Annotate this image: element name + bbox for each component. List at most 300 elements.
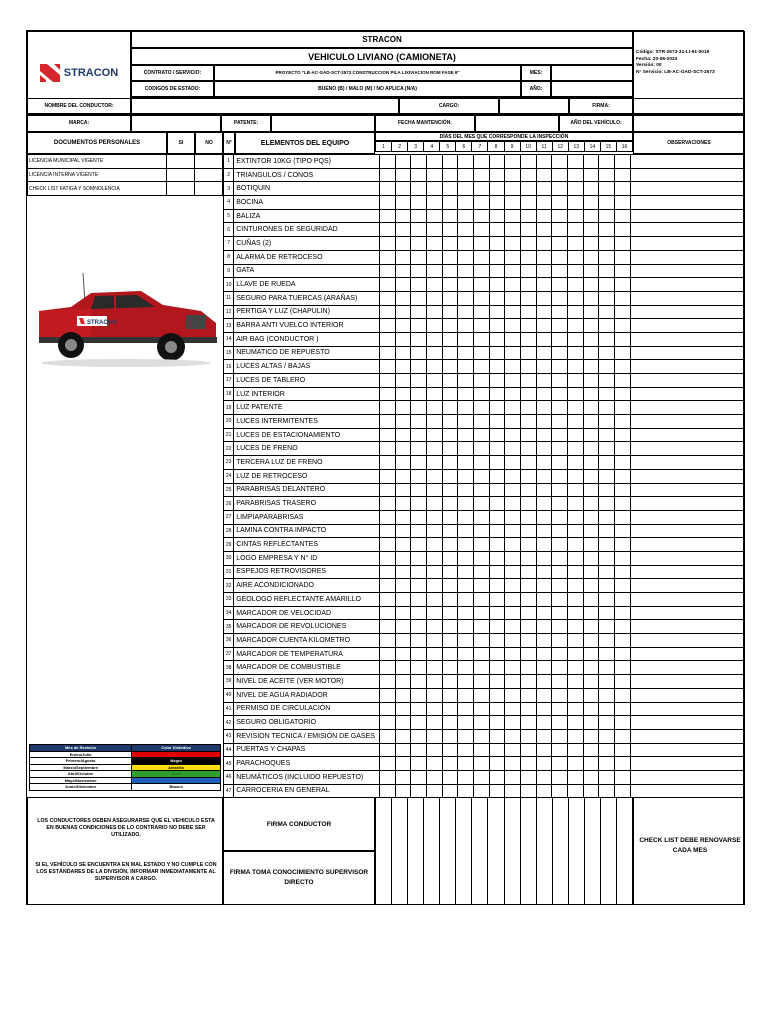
day-check-cell[interactable] bbox=[458, 784, 474, 798]
day-check-cell[interactable] bbox=[567, 784, 583, 798]
day-check-cell[interactable] bbox=[614, 469, 630, 483]
day-check-cell[interactable] bbox=[458, 606, 474, 620]
day-check-cell[interactable] bbox=[505, 428, 521, 442]
day-check-cell[interactable] bbox=[583, 305, 599, 319]
day-check-cell[interactable] bbox=[614, 209, 630, 223]
day-check-cell[interactable] bbox=[536, 634, 552, 648]
day-check-cell[interactable] bbox=[505, 510, 521, 524]
day-check-cell[interactable] bbox=[583, 716, 599, 730]
day-check-cell[interactable] bbox=[599, 606, 615, 620]
day-check-cell[interactable] bbox=[520, 291, 536, 305]
day-check-cell[interactable] bbox=[614, 319, 630, 333]
day-check-cell[interactable] bbox=[489, 456, 505, 470]
day-check-cell[interactable] bbox=[458, 415, 474, 429]
day-check-cell[interactable] bbox=[458, 155, 474, 169]
day-check-cell[interactable] bbox=[442, 442, 458, 456]
day-check-cell[interactable] bbox=[411, 647, 427, 661]
day-check-cell[interactable] bbox=[395, 168, 411, 182]
mantencion-field[interactable] bbox=[475, 115, 559, 132]
observation-cell[interactable] bbox=[630, 675, 744, 689]
day-check-cell[interactable] bbox=[567, 168, 583, 182]
day-check-cell[interactable] bbox=[583, 182, 599, 196]
observation-cell[interactable] bbox=[630, 237, 744, 251]
day-check-cell[interactable] bbox=[567, 442, 583, 456]
day-check-cell[interactable] bbox=[599, 209, 615, 223]
day-check-cell[interactable] bbox=[552, 196, 568, 210]
day-check-cell[interactable] bbox=[379, 196, 395, 210]
observation-cell[interactable] bbox=[630, 360, 744, 374]
day-check-cell[interactable] bbox=[426, 716, 442, 730]
day-check-cell[interactable] bbox=[552, 428, 568, 442]
day-check-cell[interactable] bbox=[536, 442, 552, 456]
day-check-cell[interactable] bbox=[599, 415, 615, 429]
day-check-cell[interactable] bbox=[379, 360, 395, 374]
day-check-cell[interactable] bbox=[599, 757, 615, 771]
day-check-cell[interactable] bbox=[411, 784, 427, 798]
day-check-cell[interactable] bbox=[567, 579, 583, 593]
day-check-cell[interactable] bbox=[411, 702, 427, 716]
day-check-cell[interactable] bbox=[395, 688, 411, 702]
day-check-cell[interactable] bbox=[552, 497, 568, 511]
day-check-cell[interactable] bbox=[489, 483, 505, 497]
day-check-cell[interactable] bbox=[614, 401, 630, 415]
day-check-cell[interactable] bbox=[520, 278, 536, 292]
day-check-cell[interactable] bbox=[426, 593, 442, 607]
day-check-cell[interactable] bbox=[395, 634, 411, 648]
day-check-cell[interactable] bbox=[536, 415, 552, 429]
day-check-cell[interactable] bbox=[520, 593, 536, 607]
day-check-cell[interactable] bbox=[489, 346, 505, 360]
day-check-cell[interactable] bbox=[505, 729, 521, 743]
day-check-cell[interactable] bbox=[552, 387, 568, 401]
day-check-cell[interactable] bbox=[411, 209, 427, 223]
day-check-cell[interactable] bbox=[583, 223, 599, 237]
day-check-cell[interactable] bbox=[520, 346, 536, 360]
day-check-cell[interactable] bbox=[379, 675, 395, 689]
day-check-cell[interactable] bbox=[599, 196, 615, 210]
day-check-cell[interactable] bbox=[552, 346, 568, 360]
observation-cell[interactable] bbox=[630, 250, 744, 264]
day-check-cell[interactable] bbox=[379, 647, 395, 661]
day-check-cell[interactable] bbox=[567, 634, 583, 648]
day-check-cell[interactable] bbox=[489, 757, 505, 771]
day-check-cell[interactable] bbox=[567, 675, 583, 689]
day-check-cell[interactable] bbox=[614, 593, 630, 607]
day-check-cell[interactable] bbox=[599, 483, 615, 497]
day-check-cell[interactable] bbox=[536, 661, 552, 675]
day-check-cell[interactable] bbox=[489, 661, 505, 675]
day-check-cell[interactable] bbox=[489, 524, 505, 538]
day-check-cell[interactable] bbox=[379, 291, 395, 305]
day-check-cell[interactable] bbox=[552, 155, 568, 169]
day-check-cell[interactable] bbox=[614, 291, 630, 305]
day-check-cell[interactable] bbox=[552, 716, 568, 730]
day-check-cell[interactable] bbox=[411, 538, 427, 552]
day-check-cell[interactable] bbox=[426, 483, 442, 497]
day-check-cell[interactable] bbox=[552, 223, 568, 237]
day-check-cell[interactable] bbox=[395, 332, 411, 346]
day-check-cell[interactable] bbox=[473, 688, 489, 702]
day-check-cell[interactable] bbox=[614, 250, 630, 264]
day-check-cell[interactable] bbox=[599, 579, 615, 593]
observation-cell[interactable] bbox=[630, 770, 744, 784]
day-check-cell[interactable] bbox=[458, 278, 474, 292]
day-check-cell[interactable] bbox=[411, 196, 427, 210]
day-check-cell[interactable] bbox=[614, 551, 630, 565]
day-check-cell[interactable] bbox=[583, 784, 599, 798]
day-check-cell[interactable] bbox=[567, 729, 583, 743]
day-check-cell[interactable] bbox=[395, 716, 411, 730]
day-check-cell[interactable] bbox=[426, 510, 442, 524]
day-check-cell[interactable] bbox=[552, 442, 568, 456]
anio-vehiculo-field[interactable] bbox=[633, 115, 745, 132]
day-check-cell[interactable] bbox=[552, 729, 568, 743]
day-check-cell[interactable] bbox=[379, 442, 395, 456]
day-check-cell[interactable] bbox=[583, 620, 599, 634]
day-check-cell[interactable] bbox=[520, 743, 536, 757]
day-check-cell[interactable] bbox=[505, 606, 521, 620]
day-check-cell[interactable] bbox=[411, 510, 427, 524]
mes-field[interactable] bbox=[551, 65, 633, 81]
conductor-field[interactable] bbox=[131, 98, 399, 115]
day-check-cell[interactable] bbox=[520, 469, 536, 483]
day-check-cell[interactable] bbox=[473, 346, 489, 360]
day-check-cell[interactable] bbox=[379, 593, 395, 607]
day-check-cell[interactable] bbox=[411, 497, 427, 511]
day-check-cell[interactable] bbox=[489, 237, 505, 251]
day-check-cell[interactable] bbox=[505, 291, 521, 305]
observation-cell[interactable] bbox=[630, 182, 744, 196]
day-check-cell[interactable] bbox=[426, 620, 442, 634]
day-check-cell[interactable] bbox=[411, 442, 427, 456]
day-check-cell[interactable] bbox=[458, 319, 474, 333]
firma-supervisor-box[interactable] bbox=[223, 851, 375, 905]
day-check-cell[interactable] bbox=[536, 729, 552, 743]
observation-cell[interactable] bbox=[630, 538, 744, 552]
day-check-cell[interactable] bbox=[536, 319, 552, 333]
day-check-cell[interactable] bbox=[426, 497, 442, 511]
day-check-cell[interactable] bbox=[536, 565, 552, 579]
day-check-cell[interactable] bbox=[379, 168, 395, 182]
day-check-cell[interactable] bbox=[395, 702, 411, 716]
day-check-cell[interactable] bbox=[599, 250, 615, 264]
observation-cell[interactable] bbox=[630, 716, 744, 730]
day-check-cell[interactable] bbox=[395, 209, 411, 223]
day-check-cell[interactable] bbox=[426, 155, 442, 169]
day-check-cell[interactable] bbox=[379, 278, 395, 292]
day-check-cell[interactable] bbox=[411, 469, 427, 483]
day-check-cell[interactable] bbox=[395, 305, 411, 319]
day-check-cell[interactable] bbox=[583, 442, 599, 456]
day-check-cell[interactable] bbox=[426, 332, 442, 346]
day-check-cell[interactable] bbox=[583, 360, 599, 374]
day-check-cell[interactable] bbox=[473, 716, 489, 730]
day-check-cell[interactable] bbox=[458, 524, 474, 538]
day-check-cell[interactable] bbox=[583, 551, 599, 565]
day-check-cell[interactable] bbox=[379, 620, 395, 634]
day-check-cell[interactable] bbox=[411, 675, 427, 689]
footer-day-cell[interactable] bbox=[600, 798, 616, 905]
day-check-cell[interactable] bbox=[395, 620, 411, 634]
document-si-cell[interactable] bbox=[166, 182, 194, 196]
day-check-cell[interactable] bbox=[489, 634, 505, 648]
day-check-cell[interactable] bbox=[614, 634, 630, 648]
day-check-cell[interactable] bbox=[614, 483, 630, 497]
day-check-cell[interactable] bbox=[426, 237, 442, 251]
day-check-cell[interactable] bbox=[379, 250, 395, 264]
day-check-cell[interactable] bbox=[473, 483, 489, 497]
day-check-cell[interactable] bbox=[567, 702, 583, 716]
observation-cell[interactable] bbox=[630, 510, 744, 524]
day-check-cell[interactable] bbox=[552, 401, 568, 415]
day-check-cell[interactable] bbox=[599, 784, 615, 798]
day-check-cell[interactable] bbox=[599, 510, 615, 524]
day-check-cell[interactable] bbox=[536, 196, 552, 210]
day-check-cell[interactable] bbox=[583, 209, 599, 223]
footer-day-cell[interactable] bbox=[392, 798, 408, 905]
day-check-cell[interactable] bbox=[426, 428, 442, 442]
day-check-cell[interactable] bbox=[411, 716, 427, 730]
day-check-cell[interactable] bbox=[426, 729, 442, 743]
day-check-cell[interactable] bbox=[395, 237, 411, 251]
day-check-cell[interactable] bbox=[395, 784, 411, 798]
day-check-cell[interactable] bbox=[599, 278, 615, 292]
day-check-cell[interactable] bbox=[411, 415, 427, 429]
day-check-cell[interactable] bbox=[426, 661, 442, 675]
day-check-cell[interactable] bbox=[583, 606, 599, 620]
day-check-cell[interactable] bbox=[395, 387, 411, 401]
day-check-cell[interactable] bbox=[583, 168, 599, 182]
day-check-cell[interactable] bbox=[489, 743, 505, 757]
day-check-cell[interactable] bbox=[489, 579, 505, 593]
day-check-cell[interactable] bbox=[583, 332, 599, 346]
day-check-cell[interactable] bbox=[536, 360, 552, 374]
day-check-cell[interactable] bbox=[567, 743, 583, 757]
observation-cell[interactable] bbox=[630, 565, 744, 579]
day-check-cell[interactable] bbox=[567, 319, 583, 333]
observation-cell[interactable] bbox=[630, 784, 744, 798]
day-check-cell[interactable] bbox=[458, 223, 474, 237]
day-check-cell[interactable] bbox=[536, 702, 552, 716]
day-check-cell[interactable] bbox=[473, 729, 489, 743]
day-check-cell[interactable] bbox=[395, 442, 411, 456]
day-check-cell[interactable] bbox=[473, 620, 489, 634]
day-check-cell[interactable] bbox=[583, 278, 599, 292]
day-check-cell[interactable] bbox=[567, 360, 583, 374]
day-check-cell[interactable] bbox=[505, 332, 521, 346]
day-check-cell[interactable] bbox=[426, 675, 442, 689]
day-check-cell[interactable] bbox=[552, 360, 568, 374]
day-check-cell[interactable] bbox=[583, 237, 599, 251]
day-check-cell[interactable] bbox=[473, 784, 489, 798]
day-check-cell[interactable] bbox=[567, 305, 583, 319]
day-check-cell[interactable] bbox=[473, 305, 489, 319]
cargo-field[interactable] bbox=[499, 98, 569, 115]
day-check-cell[interactable] bbox=[458, 497, 474, 511]
day-check-cell[interactable] bbox=[599, 223, 615, 237]
day-check-cell[interactable] bbox=[599, 264, 615, 278]
day-check-cell[interactable] bbox=[395, 497, 411, 511]
day-check-cell[interactable] bbox=[552, 209, 568, 223]
day-check-cell[interactable] bbox=[411, 168, 427, 182]
day-check-cell[interactable] bbox=[552, 757, 568, 771]
day-check-cell[interactable] bbox=[442, 510, 458, 524]
day-check-cell[interactable] bbox=[473, 675, 489, 689]
day-check-cell[interactable] bbox=[536, 647, 552, 661]
day-check-cell[interactable] bbox=[489, 168, 505, 182]
day-check-cell[interactable] bbox=[442, 360, 458, 374]
footer-day-cell[interactable] bbox=[440, 798, 456, 905]
day-check-cell[interactable] bbox=[489, 551, 505, 565]
day-check-cell[interactable] bbox=[473, 524, 489, 538]
day-check-cell[interactable] bbox=[583, 264, 599, 278]
observation-cell[interactable] bbox=[630, 374, 744, 388]
day-check-cell[interactable] bbox=[505, 401, 521, 415]
day-check-cell[interactable] bbox=[473, 319, 489, 333]
day-check-cell[interactable] bbox=[395, 469, 411, 483]
day-check-cell[interactable] bbox=[614, 360, 630, 374]
day-check-cell[interactable] bbox=[536, 510, 552, 524]
day-check-cell[interactable] bbox=[411, 634, 427, 648]
day-check-cell[interactable] bbox=[583, 647, 599, 661]
observation-cell[interactable] bbox=[630, 661, 744, 675]
day-check-cell[interactable] bbox=[536, 237, 552, 251]
day-check-cell[interactable] bbox=[552, 415, 568, 429]
day-check-cell[interactable] bbox=[395, 264, 411, 278]
day-check-cell[interactable] bbox=[426, 442, 442, 456]
day-check-cell[interactable] bbox=[442, 237, 458, 251]
day-check-cell[interactable] bbox=[426, 524, 442, 538]
day-check-cell[interactable] bbox=[536, 743, 552, 757]
day-check-cell[interactable] bbox=[599, 469, 615, 483]
day-check-cell[interactable] bbox=[614, 702, 630, 716]
observation-cell[interactable] bbox=[630, 278, 744, 292]
day-check-cell[interactable] bbox=[411, 757, 427, 771]
observation-cell[interactable] bbox=[630, 688, 744, 702]
day-check-cell[interactable] bbox=[426, 196, 442, 210]
day-check-cell[interactable] bbox=[411, 223, 427, 237]
day-check-cell[interactable] bbox=[614, 757, 630, 771]
day-check-cell[interactable] bbox=[442, 716, 458, 730]
day-check-cell[interactable] bbox=[379, 264, 395, 278]
day-check-cell[interactable] bbox=[520, 209, 536, 223]
day-check-cell[interactable] bbox=[442, 688, 458, 702]
day-check-cell[interactable] bbox=[536, 374, 552, 388]
day-check-cell[interactable] bbox=[520, 196, 536, 210]
day-check-cell[interactable] bbox=[536, 770, 552, 784]
day-check-cell[interactable] bbox=[583, 675, 599, 689]
day-check-cell[interactable] bbox=[473, 442, 489, 456]
day-check-cell[interactable] bbox=[599, 524, 615, 538]
patente-field[interactable] bbox=[271, 115, 375, 132]
day-check-cell[interactable] bbox=[426, 551, 442, 565]
marca-field[interactable] bbox=[131, 115, 221, 132]
day-check-cell[interactable] bbox=[442, 743, 458, 757]
day-check-cell[interactable] bbox=[411, 332, 427, 346]
day-check-cell[interactable] bbox=[599, 716, 615, 730]
day-check-cell[interactable] bbox=[442, 579, 458, 593]
day-check-cell[interactable] bbox=[567, 182, 583, 196]
day-check-cell[interactable] bbox=[442, 551, 458, 565]
day-check-cell[interactable] bbox=[442, 770, 458, 784]
day-check-cell[interactable] bbox=[458, 483, 474, 497]
day-check-cell[interactable] bbox=[379, 743, 395, 757]
day-check-cell[interactable] bbox=[599, 346, 615, 360]
day-check-cell[interactable] bbox=[614, 510, 630, 524]
day-check-cell[interactable] bbox=[395, 593, 411, 607]
footer-day-cell[interactable] bbox=[408, 798, 424, 905]
day-check-cell[interactable] bbox=[458, 182, 474, 196]
day-check-cell[interactable] bbox=[411, 155, 427, 169]
day-check-cell[interactable] bbox=[583, 729, 599, 743]
day-check-cell[interactable] bbox=[614, 428, 630, 442]
observation-cell[interactable] bbox=[630, 634, 744, 648]
day-check-cell[interactable] bbox=[583, 387, 599, 401]
day-check-cell[interactable] bbox=[536, 346, 552, 360]
day-check-cell[interactable] bbox=[614, 729, 630, 743]
day-check-cell[interactable] bbox=[379, 415, 395, 429]
day-check-cell[interactable] bbox=[379, 374, 395, 388]
day-check-cell[interactable] bbox=[583, 593, 599, 607]
day-check-cell[interactable] bbox=[505, 182, 521, 196]
day-check-cell[interactable] bbox=[442, 634, 458, 648]
day-check-cell[interactable] bbox=[411, 319, 427, 333]
day-check-cell[interactable] bbox=[536, 428, 552, 442]
day-check-cell[interactable] bbox=[473, 702, 489, 716]
day-check-cell[interactable] bbox=[567, 606, 583, 620]
day-check-cell[interactable] bbox=[379, 565, 395, 579]
day-check-cell[interactable] bbox=[473, 168, 489, 182]
day-check-cell[interactable] bbox=[552, 784, 568, 798]
day-check-cell[interactable] bbox=[395, 415, 411, 429]
day-check-cell[interactable] bbox=[599, 155, 615, 169]
day-check-cell[interactable] bbox=[536, 497, 552, 511]
day-check-cell[interactable] bbox=[458, 332, 474, 346]
day-check-cell[interactable] bbox=[536, 538, 552, 552]
day-check-cell[interactable] bbox=[473, 743, 489, 757]
day-check-cell[interactable] bbox=[426, 346, 442, 360]
day-check-cell[interactable] bbox=[567, 524, 583, 538]
day-check-cell[interactable] bbox=[567, 565, 583, 579]
day-check-cell[interactable] bbox=[489, 209, 505, 223]
day-check-cell[interactable] bbox=[599, 743, 615, 757]
day-check-cell[interactable] bbox=[583, 538, 599, 552]
day-check-cell[interactable] bbox=[473, 387, 489, 401]
day-check-cell[interactable] bbox=[536, 182, 552, 196]
document-si-cell[interactable] bbox=[166, 155, 194, 169]
observation-cell[interactable] bbox=[630, 346, 744, 360]
day-check-cell[interactable] bbox=[505, 784, 521, 798]
day-check-cell[interactable] bbox=[567, 483, 583, 497]
day-check-cell[interactable] bbox=[473, 250, 489, 264]
day-check-cell[interactable] bbox=[614, 278, 630, 292]
day-check-cell[interactable] bbox=[395, 250, 411, 264]
day-check-cell[interactable] bbox=[379, 634, 395, 648]
document-no-cell[interactable] bbox=[194, 168, 222, 182]
day-check-cell[interactable] bbox=[411, 278, 427, 292]
day-check-cell[interactable] bbox=[552, 770, 568, 784]
day-check-cell[interactable] bbox=[552, 647, 568, 661]
day-check-cell[interactable] bbox=[411, 729, 427, 743]
day-check-cell[interactable] bbox=[379, 401, 395, 415]
day-check-cell[interactable] bbox=[379, 346, 395, 360]
day-check-cell[interactable] bbox=[458, 264, 474, 278]
day-check-cell[interactable] bbox=[411, 401, 427, 415]
day-check-cell[interactable] bbox=[520, 510, 536, 524]
day-check-cell[interactable] bbox=[536, 223, 552, 237]
day-check-cell[interactable] bbox=[505, 770, 521, 784]
day-check-cell[interactable] bbox=[536, 757, 552, 771]
